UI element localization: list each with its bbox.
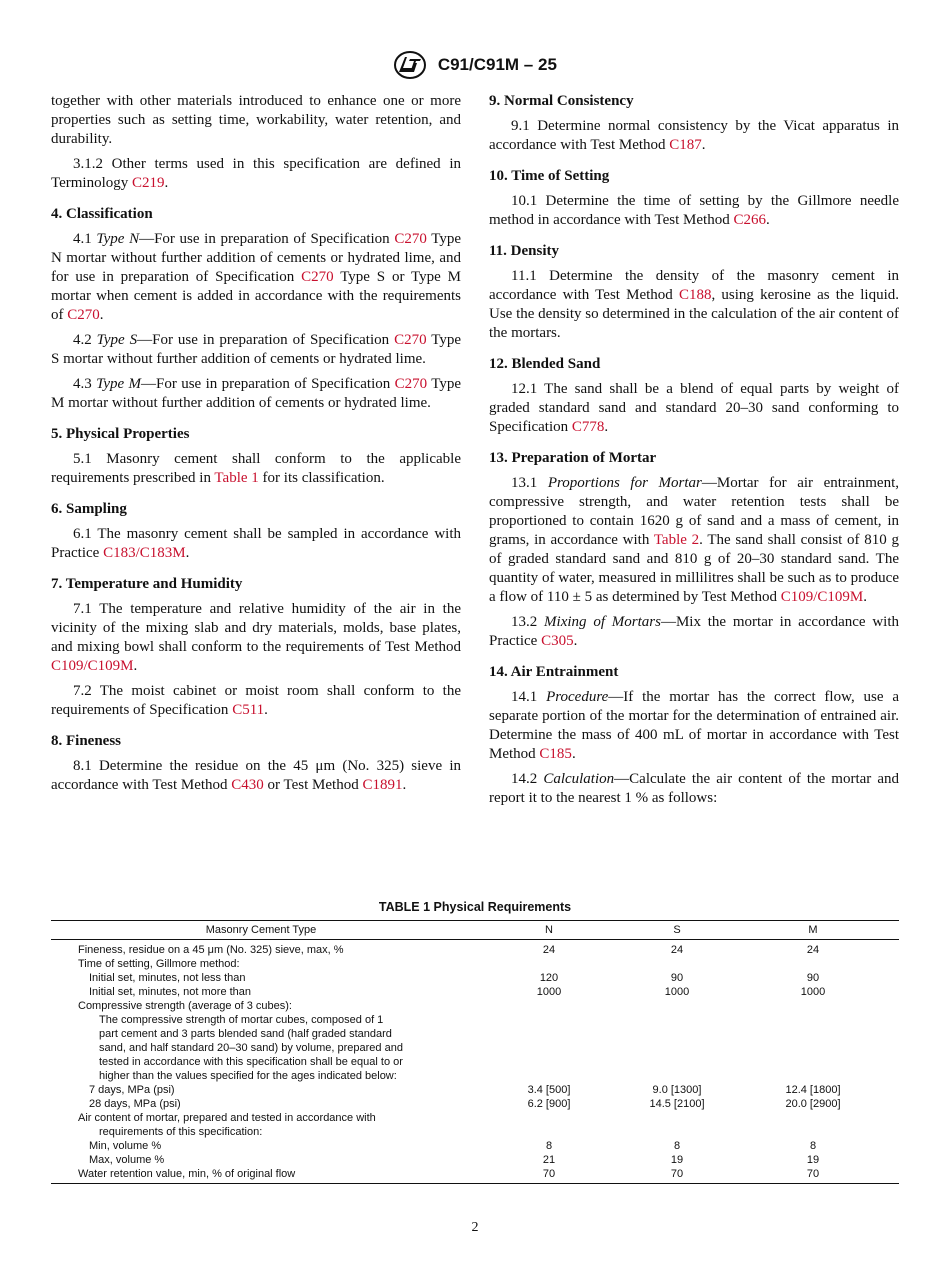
row-label: Fineness, residue on a 45 μm (No. 325) sieve, max, % xyxy=(78,944,344,956)
row-label: tested in accordance with this specification shall be equal to or xyxy=(99,1056,403,1068)
row-label: The compressive strength of mortar cubes, composed of 1 xyxy=(99,1014,384,1026)
table-header-row xyxy=(51,921,899,940)
ref-link-c266[interactable]: C266 xyxy=(733,212,766,228)
value-type-n: 3.4 [500] xyxy=(527,1084,571,1096)
row-label: Initial set, minutes, not more than xyxy=(89,986,252,998)
value-type-n xyxy=(471,1041,627,1055)
paragraph-3-1-2: 3.1.2 Other terms used in this specification are defined in Terminology C219. xyxy=(51,156,461,191)
value-type-m xyxy=(727,1069,899,1083)
column-header: N xyxy=(471,921,627,940)
row-label: Air content of mortar, prepared and tested in accordance with xyxy=(78,1112,376,1124)
ref-link-c109[interactable]: C109/C109M xyxy=(51,658,134,674)
row-label: 7 days, MPa (psi) xyxy=(89,1084,175,1096)
value-type-n xyxy=(471,1013,627,1027)
value-type-s xyxy=(627,1041,727,1055)
paragraph-7-2: 7.2 The moist cabinet or moist room shall conform to the requirements of Specification C511. xyxy=(51,683,461,718)
page-number: 2 xyxy=(471,1220,479,1235)
row-label: Initial set, minutes, not less than xyxy=(89,972,246,984)
table-1 xyxy=(51,900,899,1184)
table-row xyxy=(51,1153,899,1167)
value-type-s: 90 xyxy=(670,972,684,984)
section-heading-preparation-of-mortar: 13. Preparation of Mortar xyxy=(489,450,657,466)
value-type-n xyxy=(471,957,627,971)
value-type-n xyxy=(471,1125,627,1139)
value-type-s: 70 xyxy=(627,1167,727,1184)
ref-link-c511[interactable]: C511 xyxy=(232,702,265,718)
value-type-s: 24 xyxy=(670,944,684,956)
paragraph-13-1: 13.1 Proportions for Mortar—Mortar for air entrainment, compressive strength, and water retention tests shall be proportioned to contain 1620 g of sand and a mass of cement, in grams, in accordance with Table 2. The sand shall consist of 810 g of graded standard sand and 810 g of 20–30 standard sand. The quantity of water, measured in millilitres shall be such as to produce a flow of 110 ± 5 as determined by Test Method C109/C109M. xyxy=(489,475,900,605)
paragraph-13-2: 13.2 Mixing of Mortars—Mix the mortar in accordance with Practice C305. xyxy=(489,614,900,649)
value-type-s xyxy=(627,1111,727,1125)
section-heading-sampling: 6. Sampling xyxy=(51,501,127,517)
value-type-n xyxy=(471,999,627,1013)
row-label: part cement and 3 parts blended sand (half graded standard xyxy=(99,1028,392,1040)
section-heading-fineness: 8. Fineness xyxy=(51,733,122,749)
table-row xyxy=(51,1097,899,1111)
value-type-m xyxy=(727,1027,899,1041)
table-row xyxy=(51,1125,899,1139)
value-type-n: 6.2 [900] xyxy=(527,1098,571,1110)
row-label: 28 days, MPa (psi) xyxy=(89,1098,181,1110)
value-type-m: 8 xyxy=(809,1140,817,1152)
value-type-m xyxy=(727,999,899,1013)
value-type-m: 90 xyxy=(806,972,820,984)
value-type-n: 70 xyxy=(471,1167,627,1184)
ref-link-c109[interactable]: C109/C109M xyxy=(780,589,864,605)
value-type-s xyxy=(627,1027,727,1041)
value-type-s: 14.5 [2100] xyxy=(649,1098,705,1110)
paragraph-4-3: 4.3 Type M—For use in preparation of Specification C270 Type M mortar without further addition of cements or hydrated lime. xyxy=(51,376,461,411)
physical-requirements-table xyxy=(51,920,899,1184)
value-type-s xyxy=(627,957,727,971)
row-label: Compressive strength (average of 3 cubes): xyxy=(78,1000,292,1012)
value-type-n xyxy=(471,1055,627,1069)
paragraph-6-1: 6.1 The masonry cement shall be sampled in accordance with Practice C183/C183M. xyxy=(51,526,461,561)
astm-logo-icon xyxy=(393,50,427,80)
table-row xyxy=(51,1111,899,1125)
value-type-s xyxy=(627,1013,727,1027)
section-heading-physical-properties: 5. Physical Properties xyxy=(51,426,190,442)
ref-link-c430[interactable]: C430 xyxy=(231,777,264,793)
value-type-m: 24 xyxy=(806,944,820,956)
paragraph-8-1: 8.1 Determine the residue on the 45 μm (No. 325) sieve in accordance with Test Method C430 or Test Method C1891. xyxy=(51,758,461,793)
value-type-s xyxy=(627,999,727,1013)
paragraph-14-2: 14.2 Calculation—Calculate the air content of the mortar and report it to the nearest 1 % as follows: xyxy=(489,771,899,806)
value-type-m xyxy=(727,1111,899,1125)
section-heading-classification: 4. Classification xyxy=(51,206,153,222)
value-type-n xyxy=(471,1069,627,1083)
value-type-m: 20.0 [2900] xyxy=(785,1098,841,1110)
row-label: Min, volume % xyxy=(89,1140,162,1152)
value-type-m xyxy=(727,1055,899,1069)
paragraph-5-1: 5.1 Masonry cement shall conform to the applicable requirements prescribed in Table 1 for its classification. xyxy=(51,451,461,486)
value-type-m xyxy=(727,1125,899,1139)
value-type-s: 9.0 [1300] xyxy=(652,1084,702,1096)
value-type-s xyxy=(627,1069,727,1083)
table-row xyxy=(51,1069,899,1083)
table-row xyxy=(51,985,899,999)
value-type-s: 1000 xyxy=(664,986,690,998)
ref-link-c270[interactable]: C270 xyxy=(394,231,427,247)
value-type-n: 21 xyxy=(542,1154,556,1166)
table-row xyxy=(51,999,899,1013)
value-type-n xyxy=(471,1027,627,1041)
value-type-m xyxy=(727,1013,899,1027)
right-column xyxy=(489,92,899,814)
column-header: M xyxy=(727,921,899,940)
ref-link-c188[interactable]: C188 xyxy=(678,287,712,303)
ref-link-c778[interactable]: C778 xyxy=(571,419,605,435)
ref-link-c187[interactable]: C187 xyxy=(669,137,702,153)
value-type-s: 19 xyxy=(670,1154,684,1166)
ref-link-c270[interactable]: C270 xyxy=(301,269,334,285)
paragraph-11-1: 11.1 Determine the density of the masonry cement in accordance with Test Method C188, using kerosine as the liquid. Use the density so determined in the calculation of the air content of the mortars. xyxy=(489,268,899,341)
table-row xyxy=(51,1041,899,1055)
value-type-n xyxy=(471,1111,627,1125)
value-type-m xyxy=(727,957,899,971)
row-label: requirements of this specification: xyxy=(99,1126,263,1138)
paragraph-12-1: 12.1 The sand shall be a blend of equal parts by weight of graded standard sand and standard 20–30 sand conforming to Specification C778. xyxy=(489,381,899,435)
ref-link-c270[interactable]: C270 xyxy=(394,376,428,392)
section-heading-blended-sand: 12. Blended Sand xyxy=(489,356,601,372)
ref-link-c270[interactable]: C270 xyxy=(394,332,427,348)
value-type-s: 8 xyxy=(673,1140,681,1152)
column-header: S xyxy=(627,921,727,940)
row-label: sand, and half standard 20–30 sand) by volume, prepared and xyxy=(99,1042,403,1054)
paragraph-4-1: 4.1 Type N—For use in preparation of Specification C270 Type N mortar without further addition of cements or hydrated lime, and for use in preparation of Specification C270 Type S or Type M mortar when cement is added in accordance with the requirements of C270. xyxy=(51,231,461,323)
value-type-n: 24 xyxy=(542,944,556,956)
left-column xyxy=(51,92,461,801)
value-type-n: 120 xyxy=(539,972,559,984)
table-title: TABLE 1 Physical Requirements xyxy=(378,900,572,914)
table-row xyxy=(51,1167,899,1184)
table-row xyxy=(51,1083,899,1097)
section-heading-density: 11. Density xyxy=(489,243,560,259)
ref-link-table-2[interactable]: Table 2 xyxy=(653,532,700,548)
value-type-s xyxy=(627,1055,727,1069)
paragraph-9-1: 9.1 Determine normal consistency by the Vicat apparatus in accordance with Test Method C187. xyxy=(489,118,899,153)
document-designation: C91/C91M – 25 xyxy=(437,55,557,74)
table-row xyxy=(51,957,899,971)
ref-link-c305[interactable]: C305 xyxy=(541,633,574,649)
ref-link-c219[interactable]: C219 xyxy=(132,175,165,191)
table-row xyxy=(51,1139,899,1153)
row-label: Water retention value, min, % of original flow xyxy=(51,1167,471,1184)
table-row xyxy=(51,1027,899,1041)
value-type-n: 8 xyxy=(545,1140,553,1152)
value-type-n: 1000 xyxy=(536,986,562,998)
paragraph-10-1: 10.1 Determine the time of setting by the Gillmore needle method in accordance with Test Method C266. xyxy=(489,193,899,228)
section-heading-time-of-setting: 10. Time of Setting xyxy=(489,168,610,184)
section-heading-air-entrainment: 14. Air Entrainment xyxy=(489,664,619,680)
ref-link-c270[interactable]: C270 xyxy=(67,307,100,323)
ref-link-c183[interactable]: C183/C183M xyxy=(103,545,186,561)
paragraph-4-2: 4.2 Type S—For use in preparation of Specification C270 Type S mortar without further addition of cements or hydrated lime. xyxy=(51,332,461,367)
table-body xyxy=(51,940,899,1184)
value-type-m: 19 xyxy=(806,1154,820,1166)
page-header xyxy=(0,50,950,80)
section-heading-temperature-humidity: 7. Temperature and Humidity xyxy=(51,576,243,592)
value-type-s xyxy=(627,1125,727,1139)
row-label: Max, volume % xyxy=(89,1154,165,1166)
value-type-m: 12.4 [1800] xyxy=(785,1084,841,1096)
section-heading-normal-consistency: 9. Normal Consistency xyxy=(489,93,634,109)
value-type-m: 70 xyxy=(727,1167,899,1184)
ref-link-c185[interactable]: C185 xyxy=(539,746,572,762)
table-row xyxy=(51,971,899,985)
row-label: higher than the values specified for the ages indicated below: xyxy=(99,1070,397,1082)
paragraph-7-1: 7.1 The temperature and relative humidity of the air in the vicinity of the mixing slab and dry materials, molds, base plates, and mixing bowl shall conform to the requirements of Test Method C109/C109M. xyxy=(51,601,461,674)
ref-link-table-1[interactable]: Table 1 xyxy=(214,470,259,486)
column-header: Masonry Cement Type xyxy=(51,921,471,940)
ref-link-c1891[interactable]: C1891 xyxy=(362,777,403,793)
table-row xyxy=(51,1055,899,1069)
value-type-m: 1000 xyxy=(800,986,826,998)
paragraph-3-1-1-cont: together with other materials introduced to enhance one or more properties such as setting time, workability, water retention, and durability. xyxy=(51,93,461,147)
table-row xyxy=(51,940,899,958)
table-row xyxy=(51,1013,899,1027)
paragraph-14-1: 14.1 Procedure—If the mortar has the correct flow, use a separate portion of the mortar for the determination of entrained air. Determine the mass of 400 mL of mortar in accordance with Test Method C185. xyxy=(489,689,899,762)
value-type-m xyxy=(727,1041,899,1055)
row-label: Time of setting, Gillmore method: xyxy=(78,958,240,970)
